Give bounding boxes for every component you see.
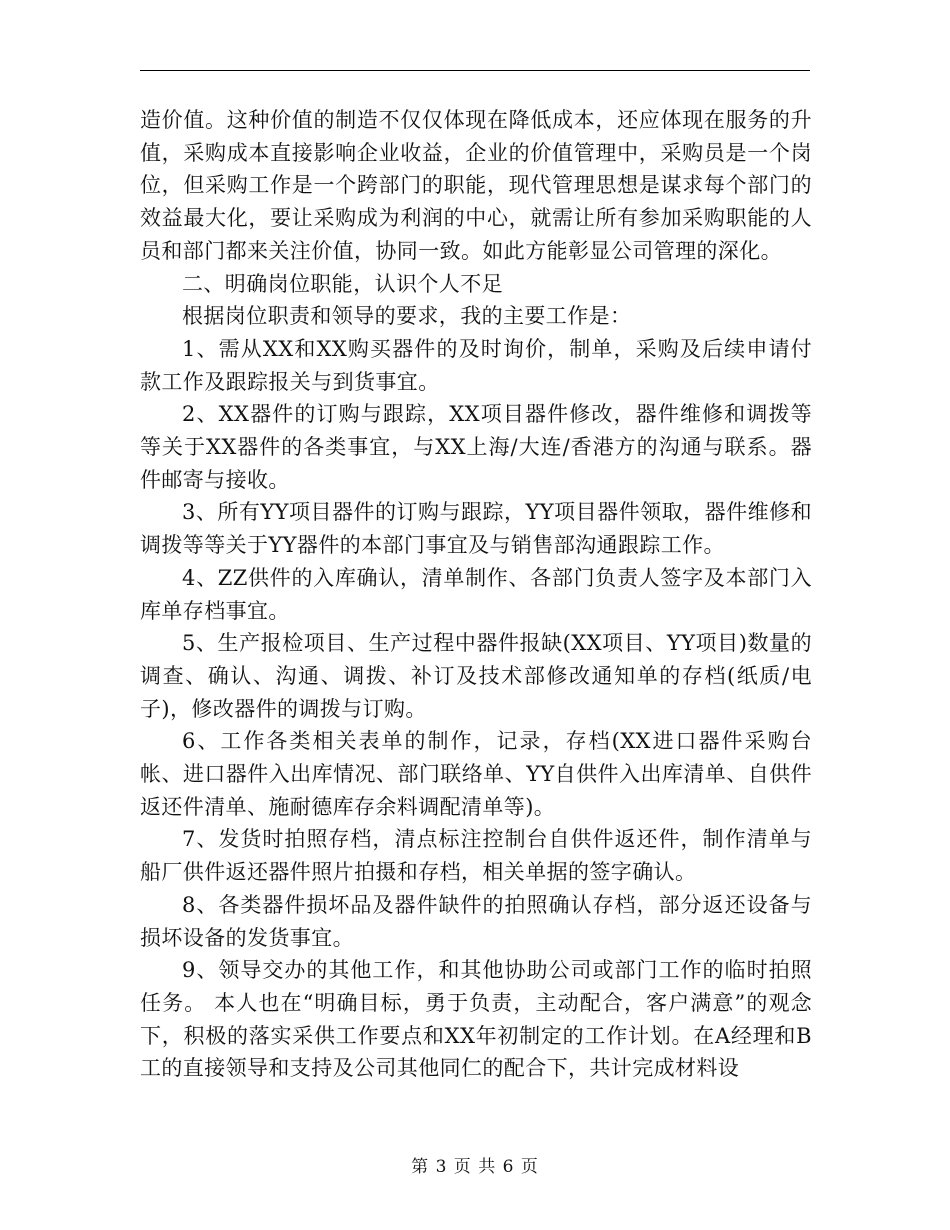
list-item-5: 5、生产报检项目、生产过程中器件报缺(XX项目、YY项目)数量的调查、确认、沟通、调拨、补订及技术部修改通知单的存档(纸质/电子)，修改器件的调拨与订购。 <box>140 631 812 721</box>
list-item-8: 8、各类器件损坏品及器件缺件的拍照确认存档，部分返还设备与损坏设备的发货事宜。 <box>140 892 812 950</box>
paragraph-intro: 造价值。这种价值的制造不仅仅体现在降低成本，还应体现在服务的升值，采购成本直接影响企业收益，企业的价值管理中，采购员是一个岗位，但采购工作是一个跨部门的职能，现代管理思想是谋求每个部门的效益最大化，要让采购成为利润的中心，就需让所有参加采购职能的人员和部门都来关注价值，协同一致。如此方能彰显公司管理的深化。 <box>140 108 812 263</box>
list-item-6: 6、工作各类相关表单的制作，记录，存档(XX进口器件采购台帐、进口器件入出库情况、部门联络单、YY自供件入出库清单、自供件返还件清单、施耐德库存余料调配清单等)。 <box>140 729 812 819</box>
section-heading: 二、明确岗位职能，认识个人不足 <box>182 271 503 296</box>
paragraph-lead: 根据岗位职责和领导的要求，我的主要工作是： <box>182 304 632 329</box>
list-item-1: 1、需从XX和XX购买器件的及时询价，制单，采购及后续申请付款工作及跟踪报关与到货事宜。 <box>140 336 812 394</box>
page-number: 第 3 页 共 6 页 <box>411 1157 539 1177</box>
list-item-4: 4、ZZ供件的入库确认，清单制作、各部门负责人签字及本部门入库单存档事宜。 <box>140 565 812 623</box>
list-item-7: 7、发货时拍照存档，清点标注控制台自供件返还件，制作清单与船厂供件返还器件照片拍摄和存档，相关单据的签字确认。 <box>140 827 812 885</box>
header-rule <box>140 70 810 71</box>
list-item-3: 3、所有YY项目器件的订购与跟踪，YY项目器件领取，器件维修和调拨等等关于YY器件的本部门事宜及与销售部沟通跟踪工作。 <box>140 500 812 558</box>
list-item-2: 2、XX器件的订购与跟踪，XX项目器件修改，器件维修和调拨等等关于XX器件的各类事宜，与XX上海/大连/香港方的沟通与联系。器件邮寄与接收。 <box>140 402 812 492</box>
list-item-9: 9、领导交办的其他工作，和其他协助公司或部门工作的临时拍照任务。 本人也在“明确目标，勇于负责，主动配合，客户满意”的观念下，积极的落实采供工作要点和XX年初制定的工作计划。在A经理和B工的直接领导和支持及公司其他同仁的配合下，共计完成材料设 <box>140 958 812 1081</box>
document-body <box>140 104 812 1085</box>
